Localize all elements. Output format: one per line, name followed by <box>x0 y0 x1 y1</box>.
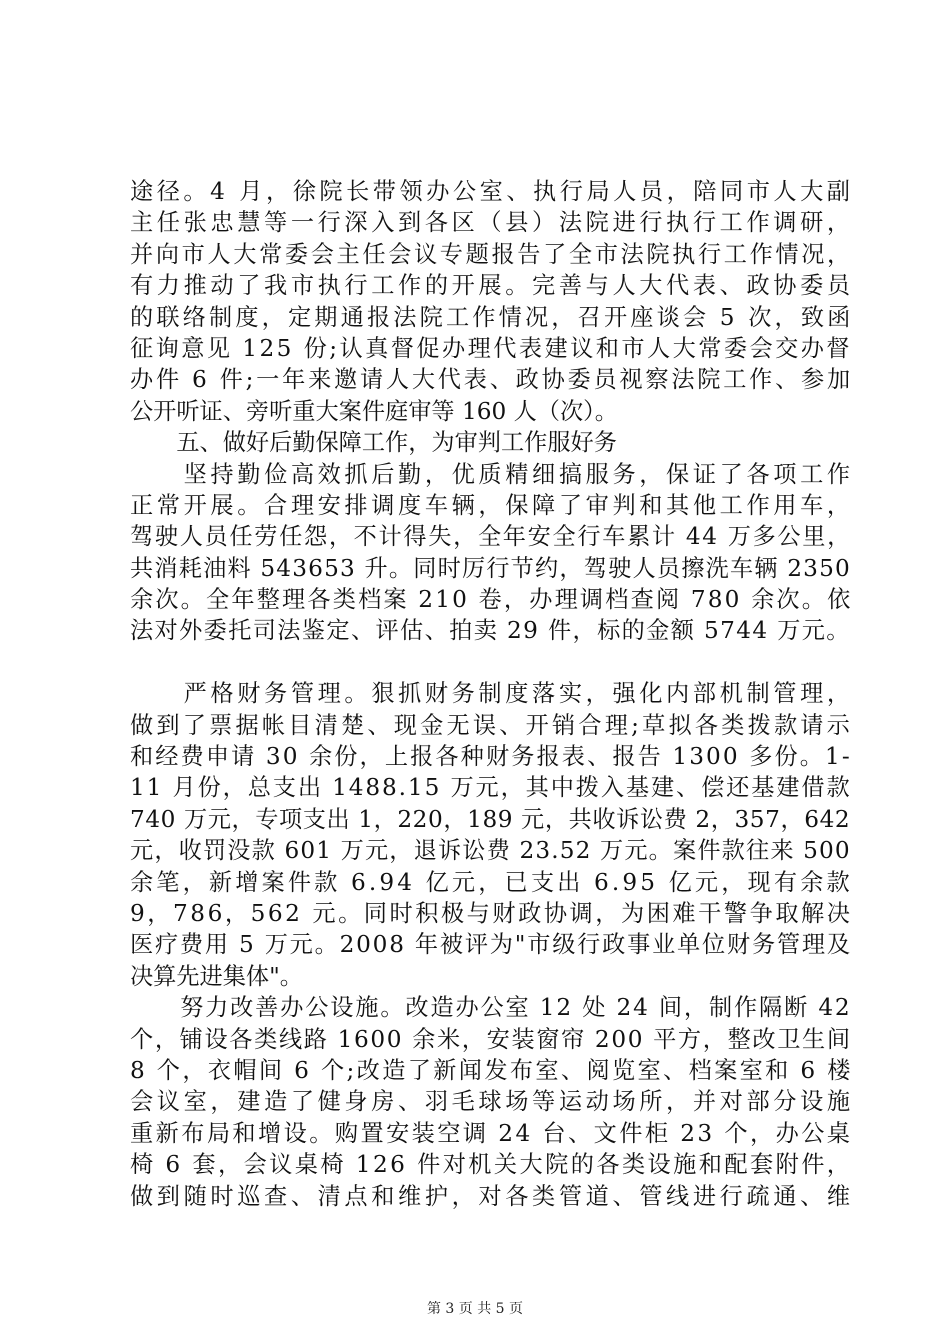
text-line: 办件 6 件;一年来邀请人大代表、政协委员视察法院工作、参加 <box>130 366 853 394</box>
text-line: 征询意见 125 份;认真督促办理代表建议和市人大常委会交办督 <box>130 334 852 362</box>
text-line: 740 万元，专项支出 1，220，189 元，共收诉讼费 2，357，642 <box>130 805 851 833</box>
text-line: 坚持勤俭高效抓后勤，优质精细搞服务，保证了各项工作 <box>130 460 854 488</box>
text-line: 法对外委托司法鉴定、评估、拍卖 29 件，标的金额 5744 万元。 <box>130 617 851 645</box>
text-line: 椅 6 套，会议桌椅 126 件对机关大院的各类设施和配套附件， <box>130 1151 853 1179</box>
text-line: 努力改善办公设施。改造办公室 12 处 24 间，制作隔断 42 <box>130 994 852 1022</box>
text-line: 正常开展。合理安排调度车辆，保障了审判和其他工作用车， <box>130 491 854 519</box>
text-line: 9，786，562 元。同时积极与财政协调，为困难干警争取解决 <box>130 899 853 927</box>
text-line: 并向市人大常委会主任会议专题报告了全市法院执行工作情况， <box>130 240 853 268</box>
text-line: 的联络制度，定期通报法院工作情况，召开座谈会 5 次，致函 <box>130 303 854 331</box>
text-line: 11 月份，总支出 1488.15 万元，其中拨入基建、偿还基建借款 <box>130 774 852 802</box>
text-line: 有力推动了我市执行工作的开展。完善与人大代表、政协委员 <box>130 272 854 300</box>
page-footer: 第 3 页 共 5 页 <box>426 1301 524 1317</box>
text-line: 共消耗油料 543653 升。同时厉行节约，驾驶人员擦洗车辆 2350 <box>130 554 851 582</box>
text-line: 做到随时巡查、清点和维护，对各类管道、管线进行疏通、维 <box>130 1182 854 1210</box>
text-line: 会议室，建造了健身房、羽毛球场等运动场所，并对部分设施 <box>130 1088 854 1116</box>
text-line: 五、做好后勤保障工作，为审判工作服好务 <box>130 429 617 457</box>
text-line: 余笔，新增案件款 6.94 亿元，已支出 6.95 亿元，现有余款 <box>130 868 853 896</box>
blank-line <box>130 647 850 678</box>
text-line: 8 个，衣帽间 6 个;改造了新闻发布室、阅览室、档案室和 6 楼 <box>130 1056 853 1084</box>
text-line: 重新布局和增设。购置安装空调 24 台、文件柜 23 个，办公桌 <box>130 1119 853 1147</box>
text-line: 余次。全年整理各类档案 210 卷，办理调档查阅 780 余次。依 <box>130 586 853 614</box>
text-line: 元，收罚没款 601 万元，退诉讼费 23.52 万元。案件款往来 500 <box>130 837 851 865</box>
text-line: 驾驶人员任劳任怨，不计得失，全年安全行车累计 44 万多公里， <box>130 523 852 551</box>
text-line: 医疗费用 5 万元。2008 年被评为"市级行政事业单位财务管理及 <box>130 931 852 959</box>
document-body <box>130 176 854 1212</box>
text-line: 决算先进集体"。 <box>130 962 303 990</box>
text-line: 个，铺设各类线路 1600 余米，安装窗帘 200 平方，整改卫生间 <box>130 1025 852 1053</box>
text-line: 和经费申请 30 余份，上报各种财务报表、报告 1300 多份。1- <box>130 743 852 771</box>
text-line: 做到了票据帐目清楚、现金无误、开销合理;草拟各类拨款请示 <box>130 711 854 739</box>
text-line: 公开听证、旁听重大案件庭审等 160 人（次）。 <box>130 397 618 425</box>
text-line: 严格财务管理。狠抓财务制度落实，强化内部机制管理， <box>130 680 854 708</box>
text-line: 途径。4 月，徐院长带领办公室、执行局人员，陪同市人大副 <box>130 178 854 205</box>
text-line: 主任张忠慧等一行深入到各区（县）法院进行执行工作调研， <box>130 209 854 237</box>
